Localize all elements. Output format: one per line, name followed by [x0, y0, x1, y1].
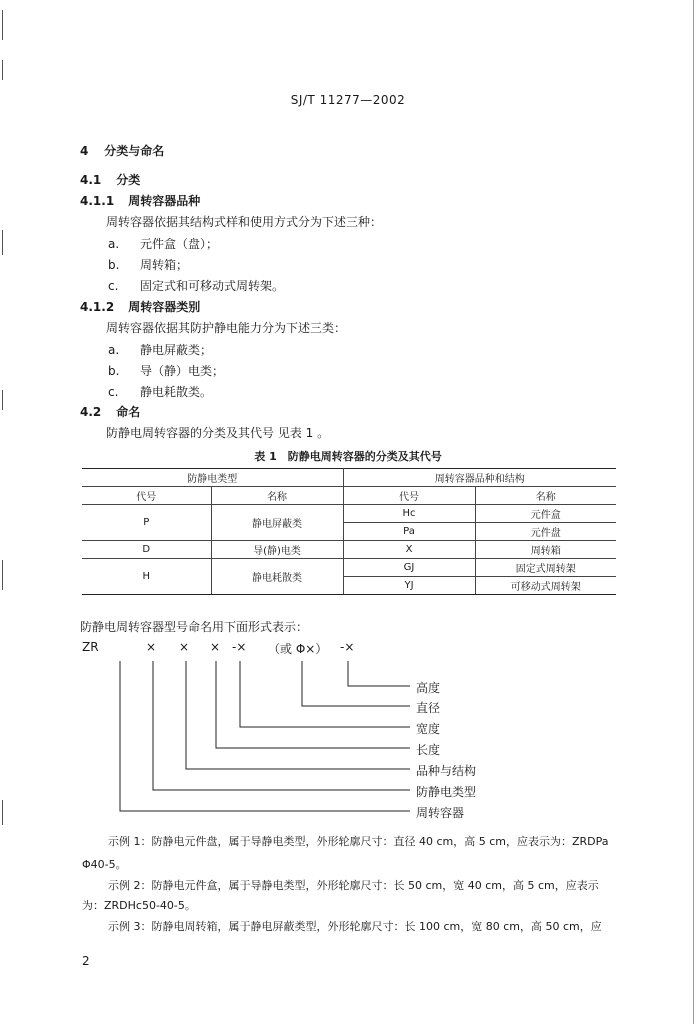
- section-title: 周转容器品种: [128, 194, 201, 208]
- paragraph: 周转容器依据其结构式样和使用方式分为下述三种：: [106, 215, 383, 229]
- list-marker: b.: [108, 258, 120, 272]
- table-cell: 元件盒: [475, 505, 616, 523]
- list-marker: b.: [108, 364, 120, 378]
- table-header-cell: 名称: [475, 487, 616, 505]
- list-text: 周转箱；: [140, 258, 189, 272]
- model-code-x2: ×: [179, 640, 190, 654]
- table-cell: Hc: [343, 505, 475, 523]
- list-text: 静电屏蔽类；: [140, 343, 213, 357]
- model-code-phi: （或 Φ×）: [268, 642, 328, 656]
- model-code-zr: ZR: [82, 640, 99, 654]
- example-1: 示例 1：防静电元件盘，属于导静电类型，外形轮廓尺寸：直径 40 cm，高 5 cm，应表示为：ZRDPa: [108, 835, 609, 848]
- table-cell: 导(静)电类: [211, 541, 343, 559]
- paragraph: 周转容器依据其防护静电能力分为下述三类：: [106, 321, 347, 335]
- list-marker: c.: [108, 279, 119, 293]
- list-marker: a.: [108, 343, 120, 357]
- model-code-x4: -×: [232, 640, 247, 654]
- paragraph: 防静电周转容器的分类及其代号 见表 1 。: [106, 426, 330, 440]
- label-container: 周转容器: [416, 806, 465, 820]
- example-2: 示例 2：防静电元件盒，属于导静电类型，外形轮廓尺寸：长 50 cm，宽 40 cm，高 5 cm，应表示: [108, 879, 599, 892]
- list-marker: a.: [108, 237, 120, 251]
- table-cell: 固定式周转架: [475, 559, 616, 577]
- label-diameter: 直径: [416, 701, 441, 715]
- table-cell: P: [82, 505, 211, 541]
- model-code-x5: -×: [340, 640, 355, 654]
- section-number: 4.1.2: [80, 300, 115, 314]
- list-text: 固定式和可移动式周转架。: [140, 279, 285, 293]
- page-number: 2: [82, 954, 90, 968]
- model-code-x3: ×: [210, 640, 221, 654]
- table-cell: Pa: [343, 523, 475, 541]
- label-width: 宽度: [416, 722, 441, 736]
- section-number: 4: [80, 144, 89, 158]
- table-cell: 静电耗散类: [211, 559, 343, 595]
- table-cell: 静电屏蔽类: [211, 505, 343, 541]
- table-group-header: 防静电类型: [82, 469, 343, 487]
- table-cell: GJ: [343, 559, 475, 577]
- example-2-continued: 为：ZRDHc50-40-5。: [82, 899, 196, 912]
- section-number: 4.1.1: [80, 194, 115, 208]
- label-variety: 品种与结构: [416, 764, 477, 778]
- table-header-cell: 代号: [343, 487, 475, 505]
- list-text: 元件盒（盘）；: [140, 237, 219, 251]
- label-length: 长度: [416, 743, 441, 757]
- list-marker: c.: [108, 385, 119, 399]
- paragraph: 防静电周转容器型号命名用下面形式表示：: [80, 620, 309, 634]
- label-height: 高度: [416, 681, 441, 695]
- table-group-header: 周转容器品种和结构: [343, 469, 616, 487]
- model-code-x1: ×: [146, 640, 157, 654]
- table-header-cell: 代号: [82, 487, 211, 505]
- list-text: 静电耗散类。: [140, 385, 213, 399]
- section-title: 分类与命名: [104, 144, 165, 158]
- example-3: 示例 3：防静电周转箱，属于静电屏蔽类型，外形轮廓尺寸：长 100 cm，宽 80 cm，高 50 cm，应: [108, 920, 602, 933]
- section-title: 周转容器类别: [128, 300, 201, 314]
- page-header: SJ/T 11277—2002: [290, 93, 406, 107]
- table-cell: H: [82, 559, 211, 595]
- table-header-cell: 名称: [211, 487, 343, 505]
- table-cell: 可移动式周转架: [475, 577, 616, 595]
- table-caption: 表 1 防静电周转容器的分类及其代号: [254, 450, 442, 463]
- table-cell: X: [343, 541, 475, 559]
- example-1-continued: Φ40-5。: [82, 858, 127, 871]
- table-cell: 周转箱: [475, 541, 616, 559]
- table-cell: 元件盘: [475, 523, 616, 541]
- section-number: 4.1: [80, 173, 102, 187]
- table-cell: YJ: [343, 577, 475, 595]
- list-text: 导（静）电类；: [140, 364, 225, 378]
- section-number: 4.2: [80, 405, 102, 419]
- section-title: 分类: [116, 173, 141, 187]
- label-type: 防静电类型: [416, 785, 477, 799]
- table-cell: D: [82, 541, 211, 559]
- section-title: 命名: [116, 405, 141, 419]
